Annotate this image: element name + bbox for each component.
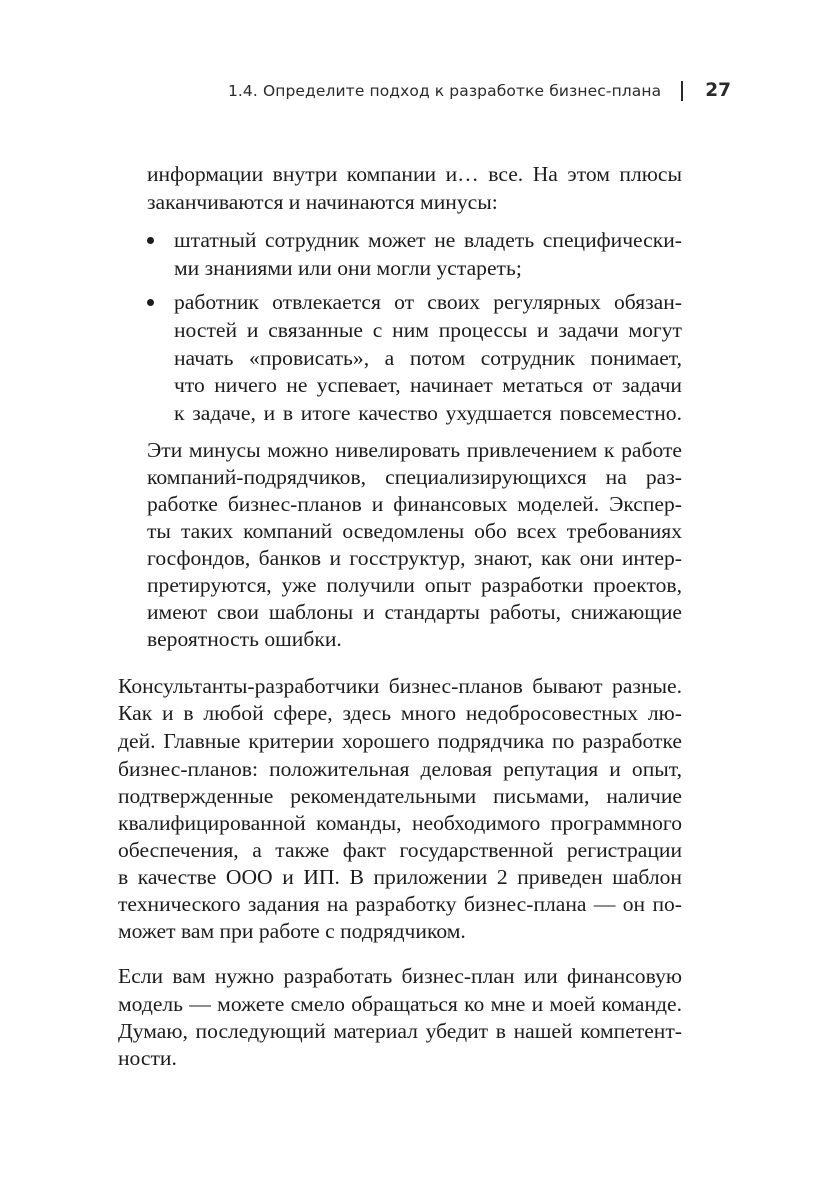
text-line: подтвержденные рекомендательными письмами, наличие bbox=[118, 784, 682, 808]
text-line: ми знаниями или они могли устареть; bbox=[174, 256, 522, 280]
text-line: Консультанты-разработчики бизнес-планов бывают разные. bbox=[118, 674, 682, 698]
text-line: дей. Главные критерии хорошего подрядчика по разработке bbox=[118, 729, 682, 753]
text-line: начать «провисать», а потом сотрудник понимает, bbox=[174, 346, 682, 370]
text-line: бизнес-планов: положительная деловая репутация и опыт, bbox=[118, 757, 682, 781]
text-line: технического задания на разработку бизнес-плана — он по- bbox=[118, 892, 682, 916]
text-line: Если вам нужно разработать бизнес-план или финансовую bbox=[118, 964, 682, 988]
text-line: ностей и связанные с ним процессы и задачи могут bbox=[174, 318, 682, 342]
text-line: госфондов, банков и госструктур, знают, как они интер- bbox=[147, 546, 682, 570]
section-title: 1.4. Определите подход к разработке бизнес-плана bbox=[227, 81, 662, 100]
text-line: к задаче, и в итоге качество ухудшается повсеместно. bbox=[174, 401, 682, 425]
text-line: имеют свои шаблоны и стандарты работы, снижающие bbox=[147, 600, 682, 624]
text-line: претируются, уже получили опыт разработки проектов, bbox=[147, 573, 682, 597]
text-line: работке бизнес-планов и финансовых моделей. Экспер- bbox=[147, 492, 682, 516]
text-line: заканчиваются и начинаются минусы: bbox=[147, 190, 498, 214]
bullet-dot bbox=[147, 299, 154, 306]
text-line: Эти минусы можно нивелировать привлечением к работе bbox=[147, 438, 682, 462]
text-line: в качестве ООО и ИП. В приложении 2 приведен шаблон bbox=[118, 865, 682, 889]
header-divider bbox=[681, 81, 683, 101]
bullet-dot bbox=[147, 237, 154, 244]
text-line: что ничего не успевает, начинает метаться от задачи bbox=[174, 373, 682, 397]
text-line: Как и в любой сфере, здесь много недобросовестных лю- bbox=[118, 701, 682, 725]
text-line: вероятность ошибки. bbox=[147, 627, 342, 651]
text-line: Думаю, последующий материал убедит в нашей компетент- bbox=[118, 1019, 682, 1043]
text-line: модель — можете смело обращаться ко мне и моей команде. bbox=[118, 992, 682, 1016]
running-header bbox=[228, 80, 731, 101]
text-line: ности. bbox=[118, 1046, 177, 1070]
text-line: обеспечения, а также факт государственной регистрации bbox=[118, 838, 682, 862]
text-line: квалифицированной команды, необходимого программного bbox=[118, 811, 682, 835]
text-line: информации внутри компании и… все. На этом плюсы bbox=[147, 162, 682, 186]
text-line: может вам при работе с подрядчиком. bbox=[118, 919, 466, 943]
text-line: компаний-подрядчиков, специализирующихся на раз- bbox=[147, 465, 682, 489]
text-line: штатный сотрудник может не владеть специфически- bbox=[174, 228, 682, 252]
text-line: работник отвлекается от своих регулярных обязан- bbox=[174, 290, 682, 314]
page-number: 27 bbox=[705, 80, 731, 101]
text-line: ты таких компаний осведомлены обо всех требованиях bbox=[147, 519, 682, 543]
